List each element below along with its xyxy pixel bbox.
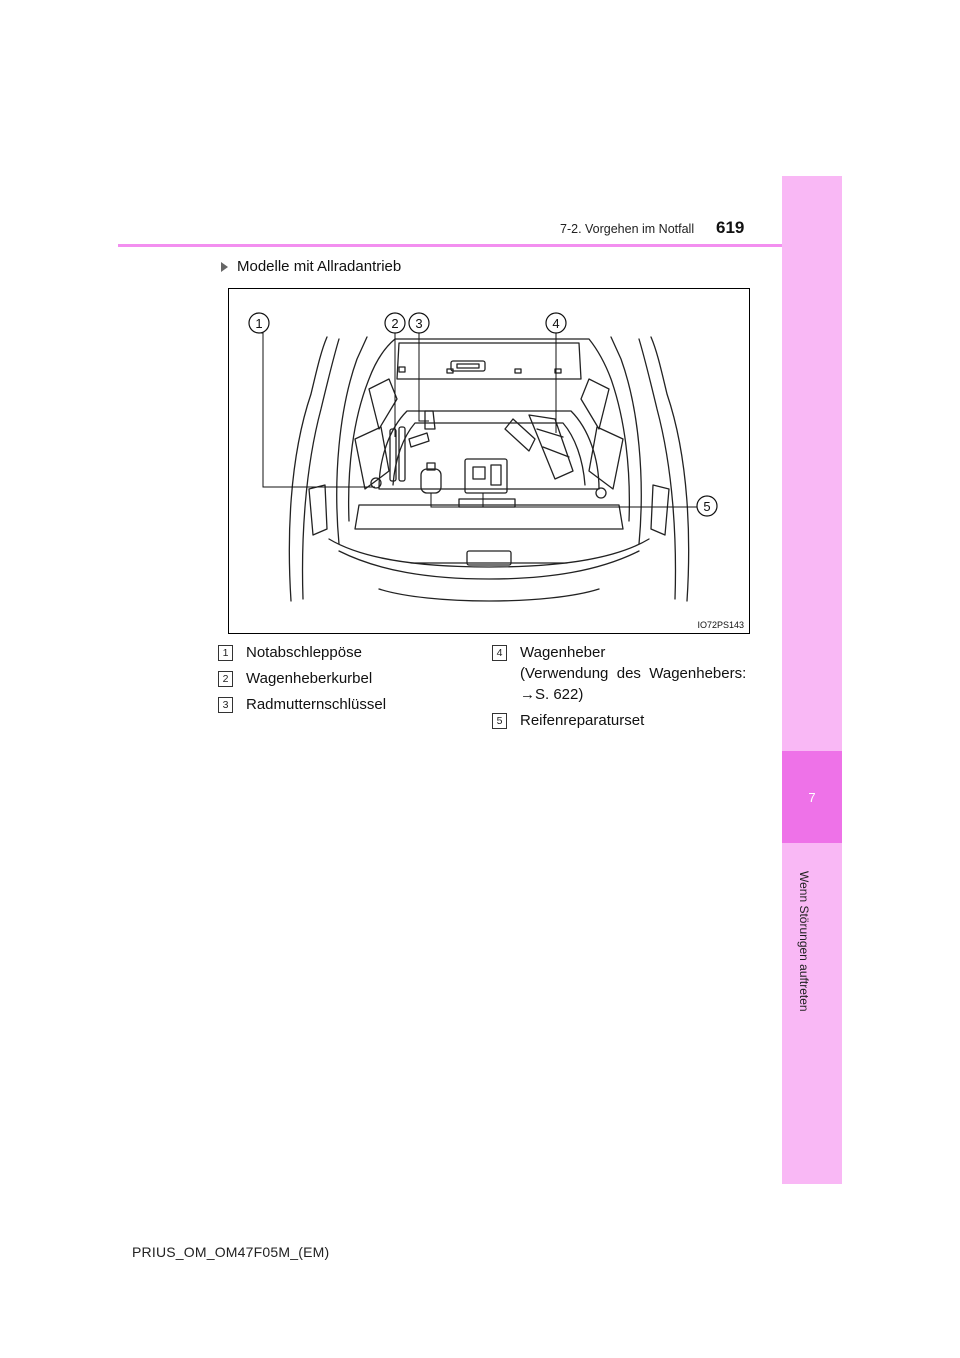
luggage-compartment-illustration <box>229 289 749 633</box>
legend-text: Radmutternschlüssel <box>246 696 387 713</box>
legend-number: 4 <box>492 645 507 661</box>
callout-label-1: 1 <box>255 316 263 331</box>
legend-item-5 <box>492 710 644 731</box>
callout-label-2: 2 <box>391 316 399 331</box>
legend-detail: (Verwendung des Wagenhebers: <box>520 665 747 682</box>
callout-label-4: 4 <box>552 316 560 331</box>
legend-number: 2 <box>218 671 233 687</box>
header-section-title: 7-2. Vorgehen im Notfall <box>560 222 695 236</box>
legend-number: 1 <box>218 645 233 661</box>
legend-number: 3 <box>218 697 233 713</box>
subheading-text: Modelle mit Allradantrieb <box>237 258 402 275</box>
legend-item-3 <box>218 694 386 715</box>
callout-line-1 <box>259 333 375 487</box>
luggage-compartment-figure <box>228 288 750 634</box>
legend-text: Reifenreparaturset <box>520 712 645 729</box>
chapter-title: Wenn Störungen auftreten <box>797 871 811 1012</box>
page-number: 619 <box>716 218 745 237</box>
body-left-outline <box>289 337 327 601</box>
legend-text: Wagenheberkurbel <box>246 670 373 687</box>
legend-item-2 <box>218 668 372 689</box>
chapter-side-tab <box>782 176 842 1184</box>
legend-text: Wagenheber <box>520 644 606 661</box>
header-divider <box>118 244 782 247</box>
legend-text: Notabschleppöse <box>246 644 362 661</box>
callout-line-3 <box>419 333 429 421</box>
body-right-outline <box>651 337 689 601</box>
arrow-right-icon <box>221 262 228 272</box>
legend-number: 5 <box>492 713 507 729</box>
legend-item-4 <box>492 642 762 705</box>
subheading <box>221 258 401 275</box>
chapter-number: 7 <box>782 751 842 843</box>
legend-page-reference: →S. 622) <box>520 686 584 703</box>
callout-label-3: 3 <box>415 316 423 331</box>
footer-document-code: PRIUS_OM_OM47F05M_(EM) <box>132 1244 330 1260</box>
figure-code: IO72PS143 <box>697 620 744 630</box>
callout-label-5: 5 <box>703 499 711 514</box>
legend-item-1 <box>218 642 362 663</box>
